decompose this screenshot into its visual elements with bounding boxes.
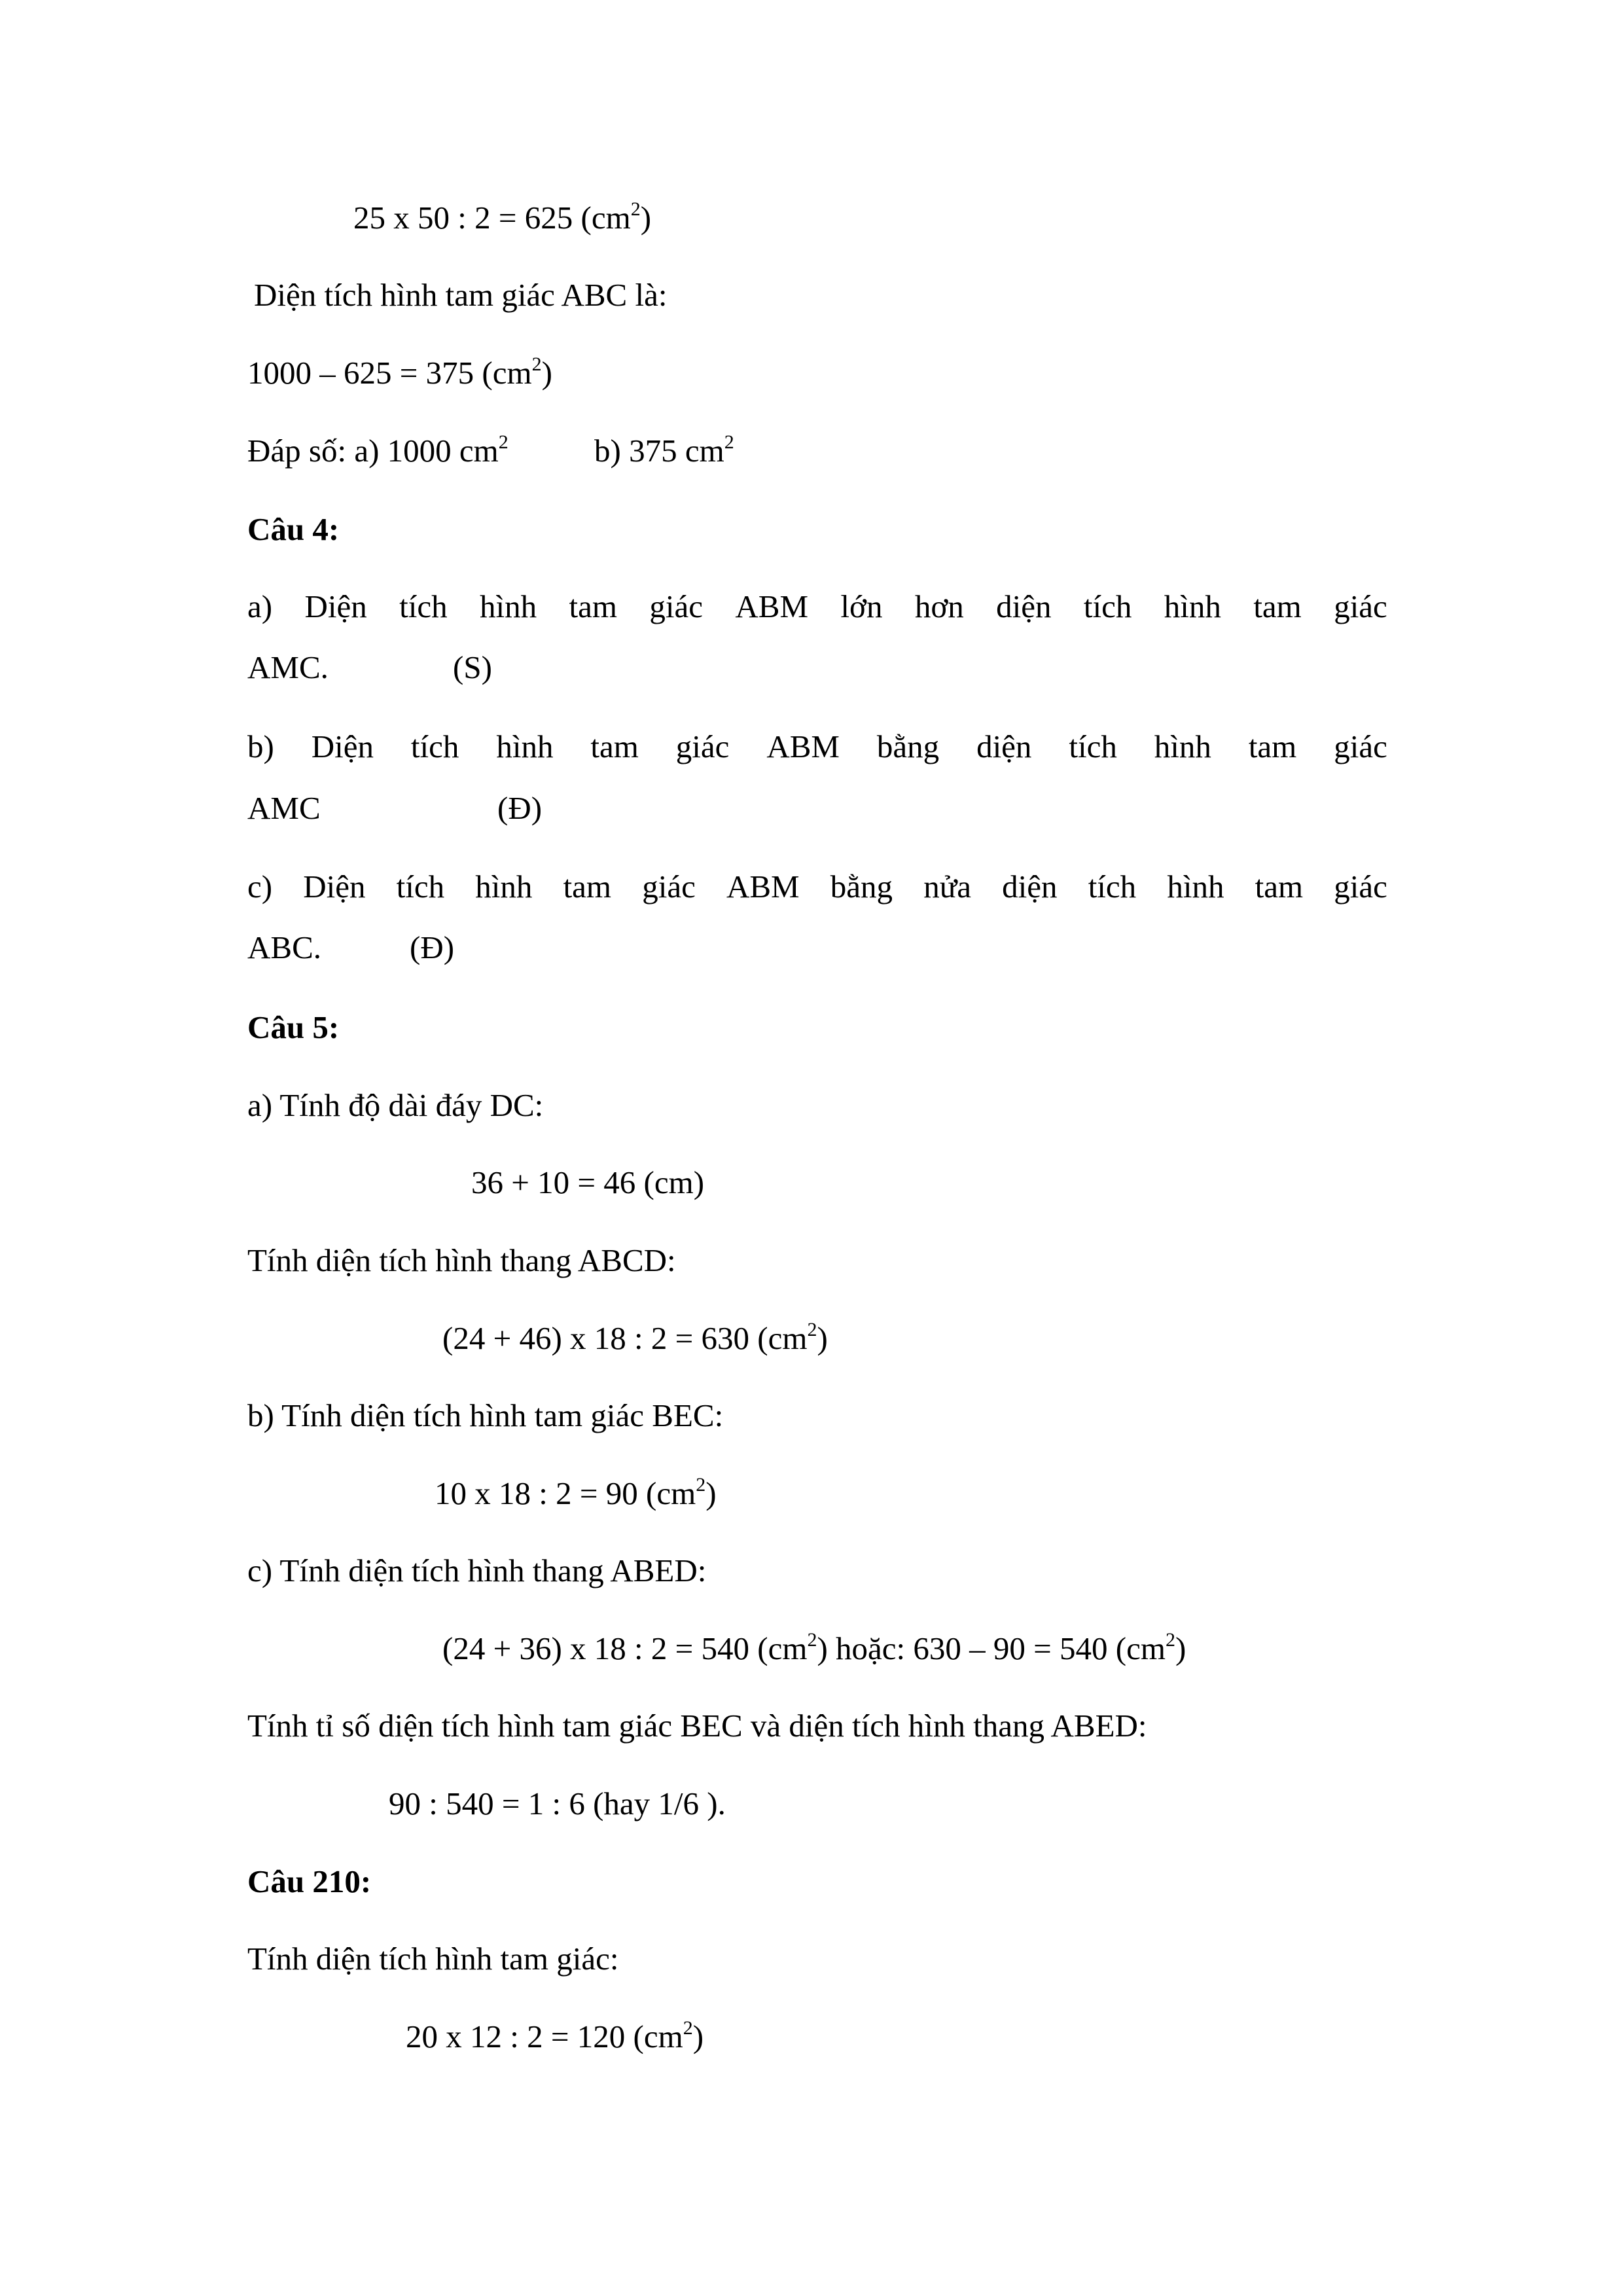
word: Diện [304, 588, 367, 624]
calc-text: 10 x 18 : 2 = 90 (cm [435, 1475, 696, 1511]
word: tam [1255, 869, 1304, 905]
word: tam [569, 588, 617, 624]
q4-b-mark: (Đ) [497, 790, 543, 826]
word: giác [1334, 869, 1387, 905]
word: tích [1083, 588, 1132, 624]
calc-text-alt: ) hoặc: 630 – 90 = 540 (cm [817, 1630, 1166, 1666]
word: lớn [840, 588, 883, 624]
word: b) [247, 728, 274, 764]
q5-c-label: c) Tính diện tích hình thang ABED: [247, 1552, 707, 1588]
q5-ratio-calc: 90 : 540 = 1 : 6 (hay 1/6 ). [389, 1785, 726, 1821]
q5-title: Câu 5: [247, 1009, 340, 1045]
answer-b-line [594, 431, 734, 469]
word: ABM [766, 728, 840, 764]
answer-line [247, 431, 508, 469]
word: tam [563, 869, 612, 905]
q5-c-calc [442, 1629, 1186, 1666]
word: diện [996, 588, 1052, 624]
q5-a-calc: 36 + 10 = 46 (cm) [471, 1164, 705, 1200]
abc-heading: Diện tích hình tam giác ABC là: [254, 277, 668, 313]
superscript: 2 [807, 1629, 817, 1651]
superscript: 2 [724, 431, 734, 453]
calc-text-end: ) [541, 355, 552, 391]
q4-a-mark: (S) [453, 649, 492, 685]
word: giác [642, 869, 696, 905]
word: c) [247, 869, 273, 905]
word: diện [976, 728, 1032, 764]
superscript: 2 [1165, 1629, 1175, 1651]
calc-text-end: ) [640, 200, 652, 236]
word: ABM [726, 869, 800, 905]
word: hình [1167, 869, 1224, 905]
word: giác [1334, 728, 1387, 764]
word: nửa [923, 869, 971, 905]
word: tam [1253, 588, 1302, 624]
word: tam [590, 728, 639, 764]
word: giác [649, 588, 703, 624]
word: tích [1088, 869, 1137, 905]
calc-text-end: ) [692, 2018, 704, 2054]
superscript: 2 [630, 198, 641, 220]
q5-b-calc [435, 1474, 717, 1511]
q4-a-end: AMC. [247, 649, 329, 685]
calc-text: 25 x 50 : 2 = 625 (cm [353, 200, 631, 236]
q210-calc [406, 2017, 704, 2054]
q4-c-mark: (Đ) [410, 929, 455, 965]
superscript: 2 [498, 431, 508, 453]
word: tích [396, 869, 445, 905]
calc-text-end: ) [1175, 1630, 1186, 1666]
q5-a-label: a) Tính độ dài đáy DC: [247, 1087, 544, 1123]
word: tích [399, 588, 448, 624]
word: tích [1069, 728, 1117, 764]
word: hình [1164, 588, 1221, 624]
word: Diện [303, 869, 366, 905]
answer-b: b) 375 cm [594, 433, 724, 469]
q5-area-label: Tính diện tích hình thang ABCD: [247, 1242, 676, 1278]
calc-text: 20 x 12 : 2 = 120 (cm [406, 2018, 683, 2054]
word: hình [475, 869, 533, 905]
word: hình [496, 728, 554, 764]
q210-label: Tính diện tích hình tam giác: [247, 1941, 619, 1977]
superscript: 2 [696, 1474, 706, 1496]
word: giác [675, 728, 730, 764]
superscript: 2 [683, 2017, 693, 2039]
word: tam [1248, 728, 1297, 764]
q4-b-end: AMC [247, 790, 321, 826]
word: ABM [735, 588, 809, 624]
word: bằng [876, 728, 940, 764]
calc-text-end: ) [817, 1320, 828, 1356]
superscript: 2 [807, 1319, 817, 1340]
word: hình [1154, 728, 1211, 764]
word: a) [247, 588, 273, 624]
word: hình [479, 588, 537, 624]
calc-text: (24 + 36) x 18 : 2 = 540 (cm [442, 1630, 808, 1666]
word: giác [1334, 588, 1387, 624]
answer-a: Đáp số: a) 1000 cm [247, 433, 499, 469]
calc-text: 1000 – 625 = 375 (cm [247, 355, 532, 391]
word: hơn [914, 588, 964, 624]
word: bằng [830, 869, 893, 905]
q5-ratio-label: Tính tỉ số diện tích hình tam giác BEC và diện tích hình thang ABED: [247, 1708, 1147, 1744]
q4-c-line [247, 870, 1387, 903]
calc-line-1 [353, 198, 652, 236]
q4-a-line [247, 590, 1387, 622]
q4-c-end: ABC. [247, 929, 322, 965]
q4-b-line [247, 730, 1387, 762]
word: tích [410, 728, 459, 764]
calc-line-2 [247, 353, 552, 391]
q210-title: Câu 210: [247, 1863, 372, 1899]
q4-title: Câu 4: [247, 511, 340, 547]
q5-area-calc [442, 1319, 828, 1356]
calc-text-end: ) [705, 1475, 717, 1511]
word: Diện [311, 728, 374, 764]
superscript: 2 [531, 353, 542, 375]
word: diện [1002, 869, 1058, 905]
q5-b-label: b) Tính diện tích hình tam giác BEC: [247, 1397, 724, 1433]
calc-text: (24 + 46) x 18 : 2 = 630 (cm [442, 1320, 808, 1356]
